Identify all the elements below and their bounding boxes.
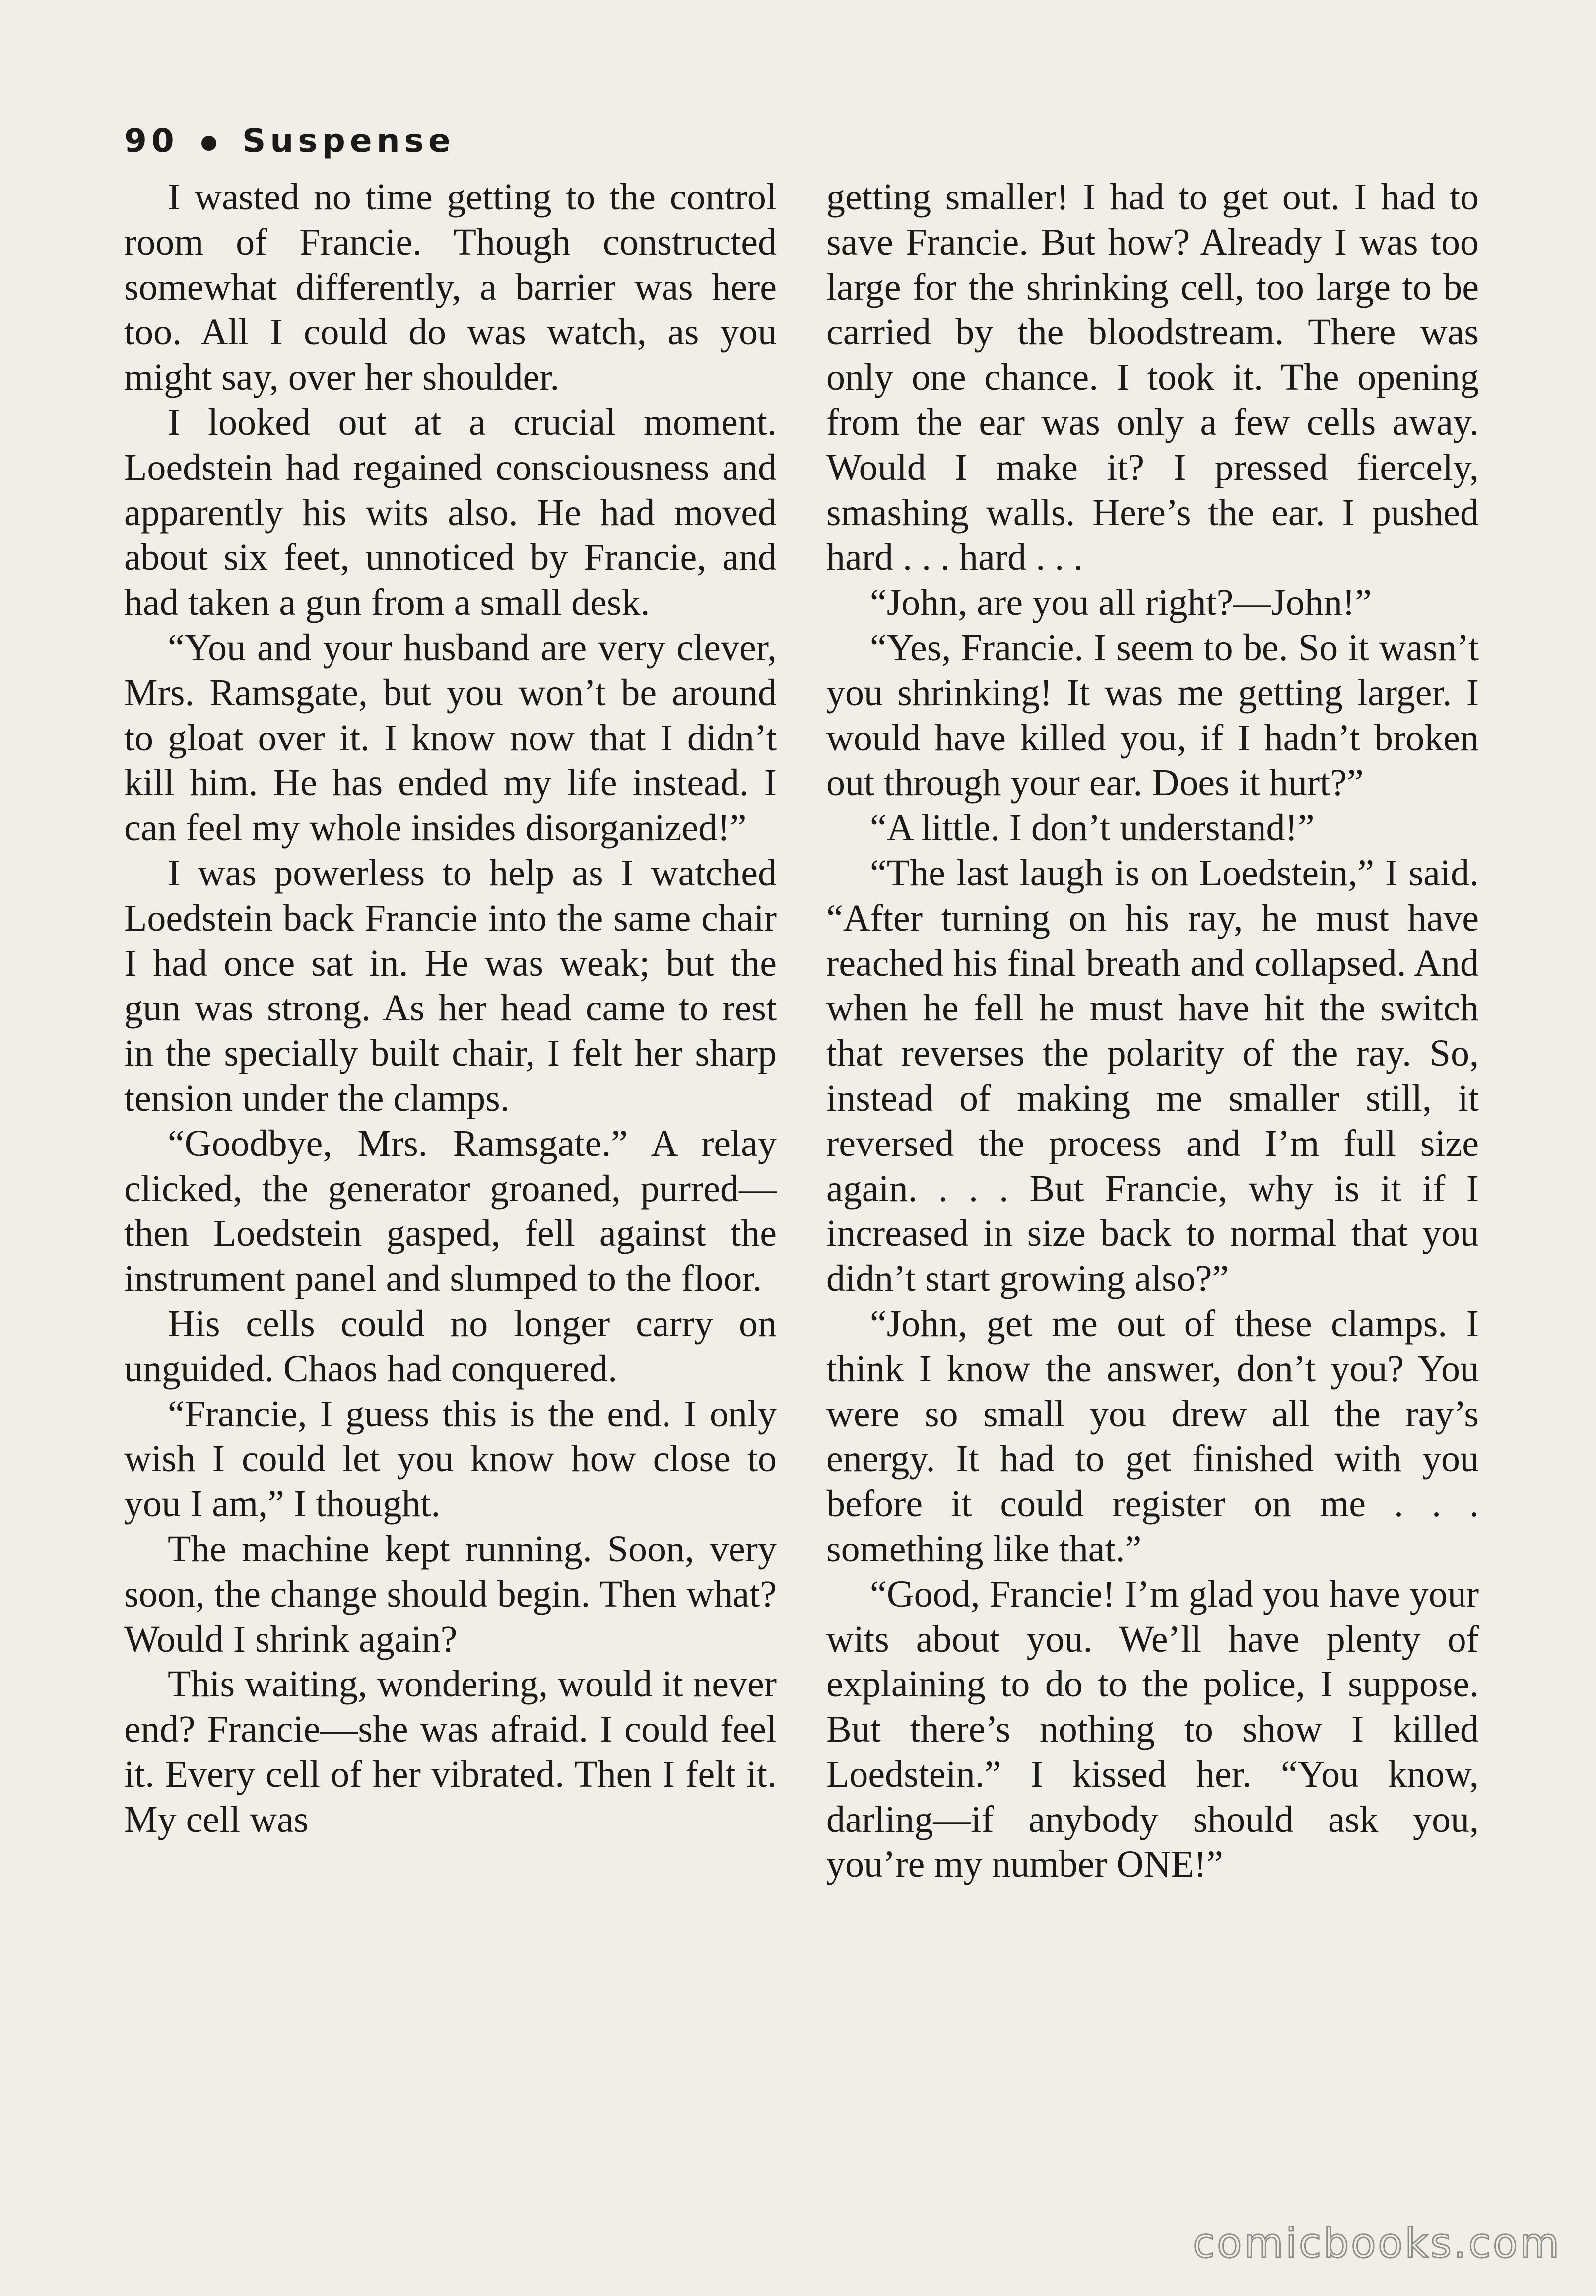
paragraph: “John, get me out of these clamps. I think I know the answer, don’t you? You were so small you drew all the ray’s energy. It had to get finished with you before it could register on me . . . something like that.”	[826, 1302, 1479, 1570]
magazine-title: Suspense	[242, 121, 455, 160]
paragraph: “Yes, Francie. I seem to be. So it wasn’t you shrinking! It was me getting larger. I would have killed you, if I hadn’t broken out through your ear. Does it hurt?”	[826, 626, 1479, 804]
page-number: 90	[124, 121, 179, 160]
paragraph: “You and your husband are very clever, Mrs. Ramsgate, but you won’t be around to gloat over it. I know now that I didn’t kill him. He has ended my life instead. I can feel my whole insides disorganized!”	[124, 626, 777, 849]
paragraph: I was powerless to help as I watched Loedstein back Francie into the same chair I had once sat in. He was weak; but the gun was strong. As her head came to rest in the specially built chair, I felt her sharp tension under the clamps.	[124, 852, 777, 1119]
paragraph: His cells could no longer carry on unguided. Chaos had conquered.	[124, 1302, 777, 1390]
paragraph: I looked out at a crucial moment. Loedstein had regained consciousness and apparently his wits also. He had moved about six feet, unnoticed by Francie, and had taken a gun from a small desk.	[124, 401, 777, 624]
right-column	[826, 175, 1479, 1887]
bullet-dot-icon	[201, 136, 216, 151]
paragraph: “Goodbye, Mrs. Ramsgate.” A relay clicked, the generator groaned, purred—then Loedstein gasped, fell against the instrument panel and slumped to the floor.	[124, 1122, 777, 1300]
paragraph: “Good, Francie! I’m glad you have your wits about you. We’ll have plenty of explaining to do to the police, I suppose. But there’s nothing to show I killed Loedstein.” I kissed her. “You know, darling—if anybody should ask you, you’re my number ONE!”	[826, 1573, 1479, 1886]
paragraph: “Francie, I guess this is the end. I only wish I could let you know how close to you I am,” I thought.	[124, 1393, 777, 1525]
paragraph: I wasted no time getting to the control room of Francie. Though constructed somewhat differently, a barrier was here too. All I could do was watch, as you might say, over her shoulder.	[124, 176, 777, 399]
paragraph: This waiting, wondering, would it never end? Francie—she was afraid. I could feel it. Every cell of her vibrated. Then I felt it. My cell was	[124, 1663, 777, 1840]
paragraph: “John, are you all right?—John!”	[870, 582, 1372, 624]
page-header	[124, 113, 455, 168]
paragraph: “A little. I don’t understand!”	[870, 807, 1315, 849]
paragraph: The machine kept running. Soon, very soon, the change should begin. Then what? Would I shrink again?	[124, 1528, 777, 1660]
left-column	[124, 175, 777, 1842]
paragraph-continuation: getting smaller! I had to get out. I had to save Francie. But how? Already I was too large for the shrinking cell, too large to be carried by the bloodstream. There was only one chance. I took it. The opening from the ear was only a few cells away. Would I make it? I pressed fiercely, smashing walls. Here’s the ear. I pushed hard . . . hard . . .	[826, 176, 1479, 579]
paragraph: “The last laugh is on Loedstein,” I said. “After turning on his ray, he must have reached his final breath and collapsed. And when he fell he must have hit the switch that reverses the polarity of the ray. So, instead of making me smaller still, it reversed the process and I’m full size again. . . . But Francie, why is it if I increased in size back to normal that you didn’t start growing also?”	[826, 852, 1479, 1300]
watermark: comicbooks.com	[1193, 2220, 1561, 2267]
